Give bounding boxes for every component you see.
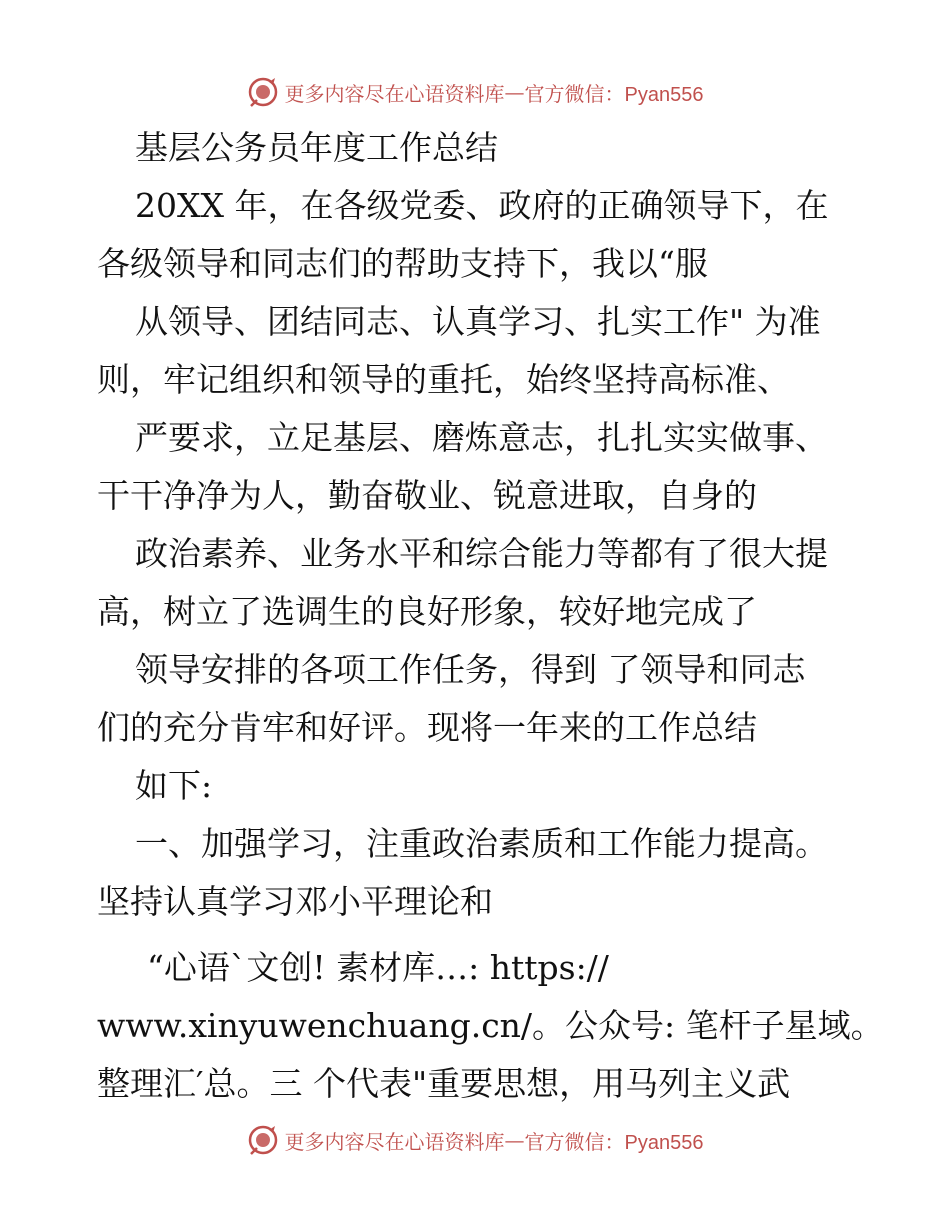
banner-wechat: 官方微信：Pyan556 xyxy=(524,83,704,106)
paragraph-line: 政治素养、业务水平和综合能力等都有了很大提 xyxy=(135,534,828,573)
seal-icon xyxy=(247,1124,279,1156)
banner-separator: — xyxy=(504,80,525,104)
paragraph-line: 从领导、团结同志、认真学习、扎实工作" 为准 xyxy=(135,302,821,341)
footer-banner xyxy=(0,1120,950,1160)
banner-separator: — xyxy=(504,1128,525,1152)
banner-text: 更多内容尽在心语资料库 xyxy=(284,81,505,106)
paragraph-line: 严要求，立足基层、磨炼意志，扎扎实实做事、 xyxy=(135,418,828,457)
paragraph-line: 坚持认真学习邓小平理论和 xyxy=(97,882,493,921)
document-title: 基层公务员年度工作总结 xyxy=(135,128,498,167)
paragraph-line: 领导安排的各项工作任务，得到 了领导和同志 xyxy=(135,650,806,689)
paragraph-line: 干干净净为人，勤奋敬业、锐意进取，自身的 xyxy=(97,476,757,515)
banner-wechat: 官方微信：Pyan556 xyxy=(524,1131,704,1154)
paragraph-line: www.xinyuwenchuang.cn/。公众号: 笔杆子星域。 xyxy=(97,1006,884,1045)
paragraph-line: 整理汇′总。三 个代表"重要思想，用马列主义武 xyxy=(97,1064,791,1103)
header-banner xyxy=(0,72,950,112)
paragraph-line: 们的充分肯牢和好评。现将一年来的工作总结 xyxy=(97,708,757,747)
paragraph-line: 如下: xyxy=(135,766,213,805)
banner-text: 更多内容尽在心语资料库 xyxy=(284,1129,505,1154)
section-heading: 一、加强学习，注重政治素质和工作能力提高。 xyxy=(135,824,828,863)
seal-icon xyxy=(247,76,279,108)
paragraph-line: “心语`文创! 素材库…: https:// xyxy=(147,948,609,987)
paragraph-line: 各级领导和同志们的帮助支持下，我以“服 xyxy=(97,244,708,283)
paragraph-line: 高，树立了选调生的良好形象，较好地完成了 xyxy=(97,592,757,631)
paragraph-line: 20XX 年，在各级党委、政府的正确领导下，在 xyxy=(135,186,829,225)
paragraph-line: 则，牢记组织和领导的重托，始终坚持高标准、 xyxy=(97,360,790,399)
